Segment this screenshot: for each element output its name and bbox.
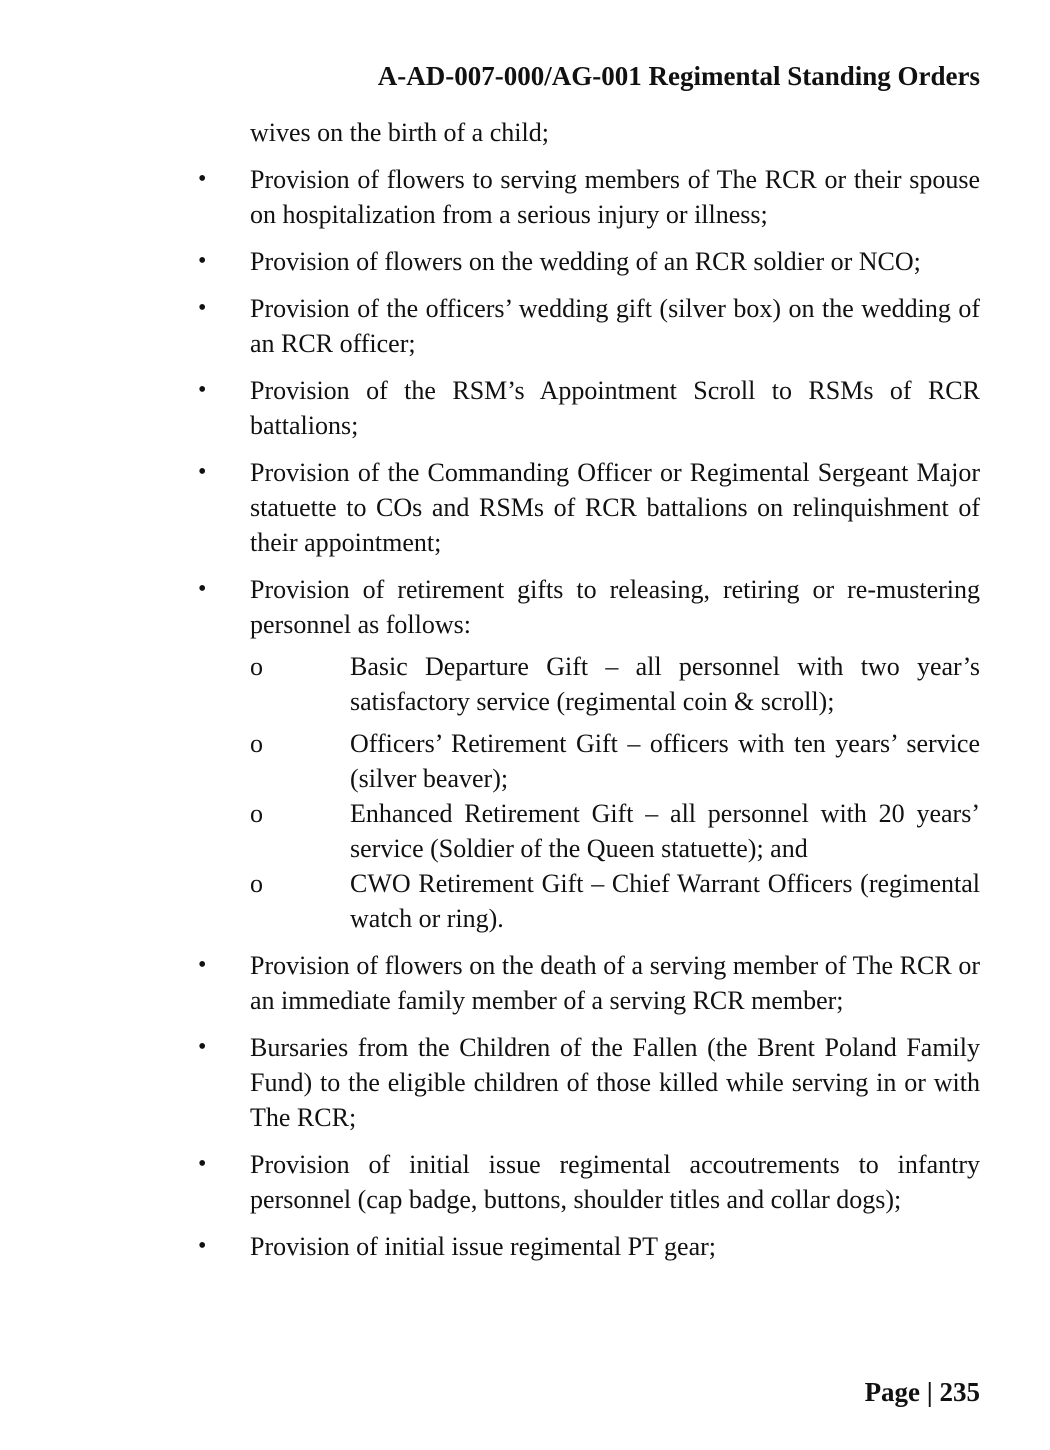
bullet-icon: • — [198, 952, 207, 978]
page-label: Page — [864, 1377, 921, 1407]
list-item-text: Bursaries from the Children of the Fallen (the Brent Poland Family Fund) to the eligible children of those killed while serving in or with The RCR; — [250, 1033, 980, 1132]
bullet-icon: • — [198, 166, 207, 192]
bullet-icon: • — [198, 576, 207, 602]
list-item-text: Provision of flowers on the wedding of an RCR soldier or NCO; — [250, 247, 921, 276]
list-item — [198, 455, 980, 560]
bullet-icon: • — [198, 1034, 207, 1060]
sub-list-item — [250, 726, 980, 796]
list-item-text: Provision of flowers to serving members of The RCR or their spouse on hospitalization from a serious injury or illness; — [250, 165, 980, 229]
sub-list-item-text: Enhanced Retirement Gift – all personnel with 20 years’ service (Soldier of the Queen statuette); and — [350, 799, 980, 863]
list-item — [198, 373, 980, 443]
list-item-text: Provision of the RSM’s Appointment Scroll to RSMs of RCR battalions; — [250, 376, 980, 440]
bullet-icon: • — [198, 459, 207, 485]
circle-bullet-icon: o — [250, 799, 263, 828]
list-item — [198, 1229, 980, 1264]
list-item — [198, 1030, 980, 1135]
circle-bullet-icon: o — [250, 652, 263, 681]
list-item — [198, 572, 980, 936]
page-header: A-AD-007-000/AG-001 Regimental Standing Orders — [377, 61, 980, 91]
sub-list-item-text: Officers’ Retirement Gift – officers with ten years’ service (silver beaver); — [350, 729, 980, 793]
page-number: 235 — [939, 1377, 980, 1407]
page-separator: | — [926, 1377, 933, 1407]
list-item — [198, 291, 980, 361]
list-item — [198, 244, 980, 279]
sub-list — [250, 649, 980, 936]
sub-list-item — [250, 649, 980, 719]
sub-list-item — [250, 866, 980, 936]
list-item — [198, 948, 980, 1018]
bullet-icon: • — [198, 295, 207, 321]
bullet-icon: • — [198, 248, 207, 274]
sub-list-item — [250, 796, 980, 866]
continued-text: wives on the birth of a child; — [250, 118, 549, 147]
list-item-text: Provision of initial issue regimental accoutrements to infantry personnel (cap badge, buttons, shoulder titles and collar dogs); — [250, 1150, 980, 1214]
document-body — [198, 115, 980, 1276]
list-item-text: Provision of initial issue regimental PT gear; — [250, 1232, 717, 1261]
list-item-text: Provision of flowers on the death of a serving member of The RCR or an immediate family member of a serving RCR member; — [250, 951, 980, 1015]
page-footer — [865, 1374, 980, 1410]
bullet-icon: • — [198, 1151, 207, 1177]
list-item — [198, 1147, 980, 1217]
list-item — [198, 162, 980, 232]
list-item-text: Provision of the Commanding Officer or Regimental Sergeant Major statuette to COs and RSMs of RCR battalions on relinquishment of their appointment; — [250, 458, 980, 557]
sub-list-item-text: CWO Retirement Gift – Chief Warrant Officers (regimental watch or ring). — [350, 869, 980, 933]
bullet-list — [198, 162, 980, 1264]
bullet-icon: • — [198, 377, 207, 403]
sub-list-item-text: Basic Departure Gift – all personnel with two year’s satisfactory service (regimental coin & scroll); — [350, 652, 980, 716]
bullet-icon: • — [198, 1233, 207, 1259]
circle-bullet-icon: o — [250, 729, 263, 758]
list-item-text: Provision of retirement gifts to releasing, retiring or re-mustering personnel as follows: — [250, 575, 980, 639]
circle-bullet-icon: o — [250, 869, 263, 898]
list-item-text: Provision of the officers’ wedding gift (silver box) on the wedding of an RCR officer; — [250, 294, 980, 358]
